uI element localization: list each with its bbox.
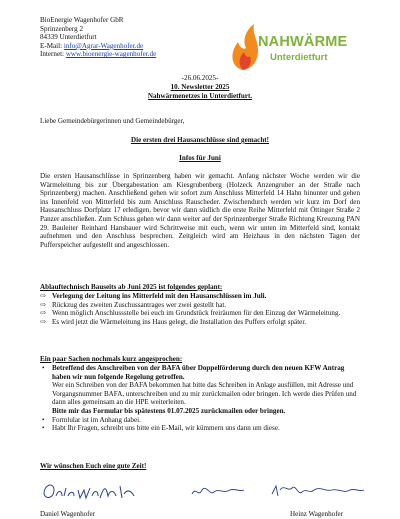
- plan-list: [40, 292, 362, 326]
- sender-block: [40, 16, 240, 59]
- closing: Wir wünschen Euch eine gute Zeit!: [40, 462, 147, 470]
- bullet-icon: •: [42, 424, 45, 433]
- plan-heading: Ablauftechnisch Bauseits ab Juni 2025 ist folgendes geplant:: [40, 283, 223, 291]
- greeting: Liebe Gemeindebürgerinnen und Gemeindebürger,: [40, 117, 185, 125]
- plan-item: ⇨ Verlegung der Leitung ins Mitterfeld mit den Hausanschlüssen im Juli.: [40, 292, 267, 300]
- arrow-right-icon: ⇨: [40, 309, 46, 318]
- repeat-list: [40, 364, 362, 433]
- sender-website-row: [40, 50, 240, 59]
- arrow-right-icon: ⇨: [40, 317, 46, 326]
- logo-subtitle: Unterdietfurt: [270, 52, 328, 63]
- email-label: E-Mail:: [40, 41, 63, 50]
- letter-date: -26.06.2025-: [181, 74, 219, 82]
- plan-item: ⇨ Rückzug des zweiten Zuschussantrages wer zwei gestellt hat.: [40, 300, 227, 309]
- sender-city: 84339 Unterdietfurt: [40, 33, 97, 42]
- signature-daniel: [40, 476, 140, 506]
- newsletter-subtitle: Nahwärmenetzes in Unterdietfurt.: [147, 92, 253, 100]
- arrow-right-icon: ⇨: [40, 292, 46, 300]
- repeat-item: • Betreffend des Anschreiben von der BAFA über Doppelförderung durch den neuen KFW Antrag haben wir nun folgende Regelung getroffen. Wer ein Schreiben von der BAFA bekommen hat bitte das Schreiben in Anlage ausfüllen, mit Adresse und Vorgangsnummer BAFA, unterschreiben und zu mir zurückmailen oder bringen. Ich werde dies Prüfen und dann alles gemeinsam an die HPE weiterleiten. Bitte mir das Formular bis spätestens 01.07.2025 zurückmailen oder bringen.: [42, 364, 357, 415]
- signature-heinz: [268, 478, 368, 504]
- email-link[interactable]: info@Agrar-Wagenhofer.de: [63, 41, 144, 50]
- info-heading: Infos für Juni: [179, 154, 221, 162]
- arrow-right-icon: ⇨: [40, 300, 46, 309]
- sender-company: BioEnergie Wagenhofer GbR: [40, 16, 124, 24]
- sender-email-row: [40, 42, 240, 51]
- signature-heinz-initials: [188, 480, 248, 502]
- bullet-icon: •: [42, 415, 45, 424]
- repeat-item: • Habt Ihr Fragen, schreibt uns bitte ein E-Mail, wir kümmern uns dann um diese.: [42, 424, 280, 433]
- sender-street: Sprinzenberg 2: [40, 24, 84, 33]
- signatory-name: Heinz Wagenhofer: [290, 510, 344, 518]
- repeat-heading: Ein paar Sachen nochmals kurz angesprochen:: [40, 355, 183, 363]
- website-label: Internet:: [40, 50, 65, 59]
- signatory-name: Daniel Wagenhofer: [40, 510, 96, 518]
- logo-title: NAHWÄRME: [258, 34, 348, 50]
- plan-item: ⇨ Es wird jetzt die Wärmeleitung ins Haus gelegt, die Installation des Puffers erfolgt später.: [40, 317, 307, 326]
- newsletter-title: 10. Newsletter 2025: [170, 83, 230, 91]
- repeat-item: • Formlular ist im Anhang dabei.: [42, 415, 141, 424]
- flame-icon: [232, 24, 258, 70]
- bullet-icon: •: [42, 364, 45, 372]
- body-paragraph: Die ersten Hausanschlüsse in Sprinzenberg haben wir gemacht. Anfang nächster Woche werden wir die Wärmeleitung bis zur Übergabestation am Kiesgrubenberg (Holzeck Anzengruber an der Straße nach Sprinzenberg) machen. Anschließend gehen wir sofort zum Anschluss Mitterfeld 14 Hahn hinunter und gehen ins Innenfeld von Mitterfeld bis zum Anschluss Rauscheder. Zwischendurch werden wir kurz im Dorf den Hausanschluss Dorfplatz 17 erledigen, bevor wir dann südlich die erste Reihe Mitterfeld mit Öttinger Straße 2 Panzer anschließen. Zum Schluss gehen wir dann weiter auf der Sprinzenberger Straße Richtung Kreuzung PAN 29. Bauleiter Reinhard Hansbauer wird Schrittweise mit euch, wenn wir unten im Mitterfeld sind, kontakt aufnehmen und den Anschluss besprechen. Zeitgleich wird am Heizhaus in den nächsten Tagen der Pufferspeicher aufgestellt und angeschlossen.: [40, 172, 360, 249]
- plan-item: ⇨ Wenn möglich Anschlussstelle bei euch im Grundstück freiräumen für den Einzug der Wärmeleitung.: [40, 309, 341, 318]
- headline: Die ersten drei Hausanschlüsse sind gemacht!: [130, 136, 269, 144]
- website-link[interactable]: www.bioenergie-wagenhofer.de: [65, 50, 157, 59]
